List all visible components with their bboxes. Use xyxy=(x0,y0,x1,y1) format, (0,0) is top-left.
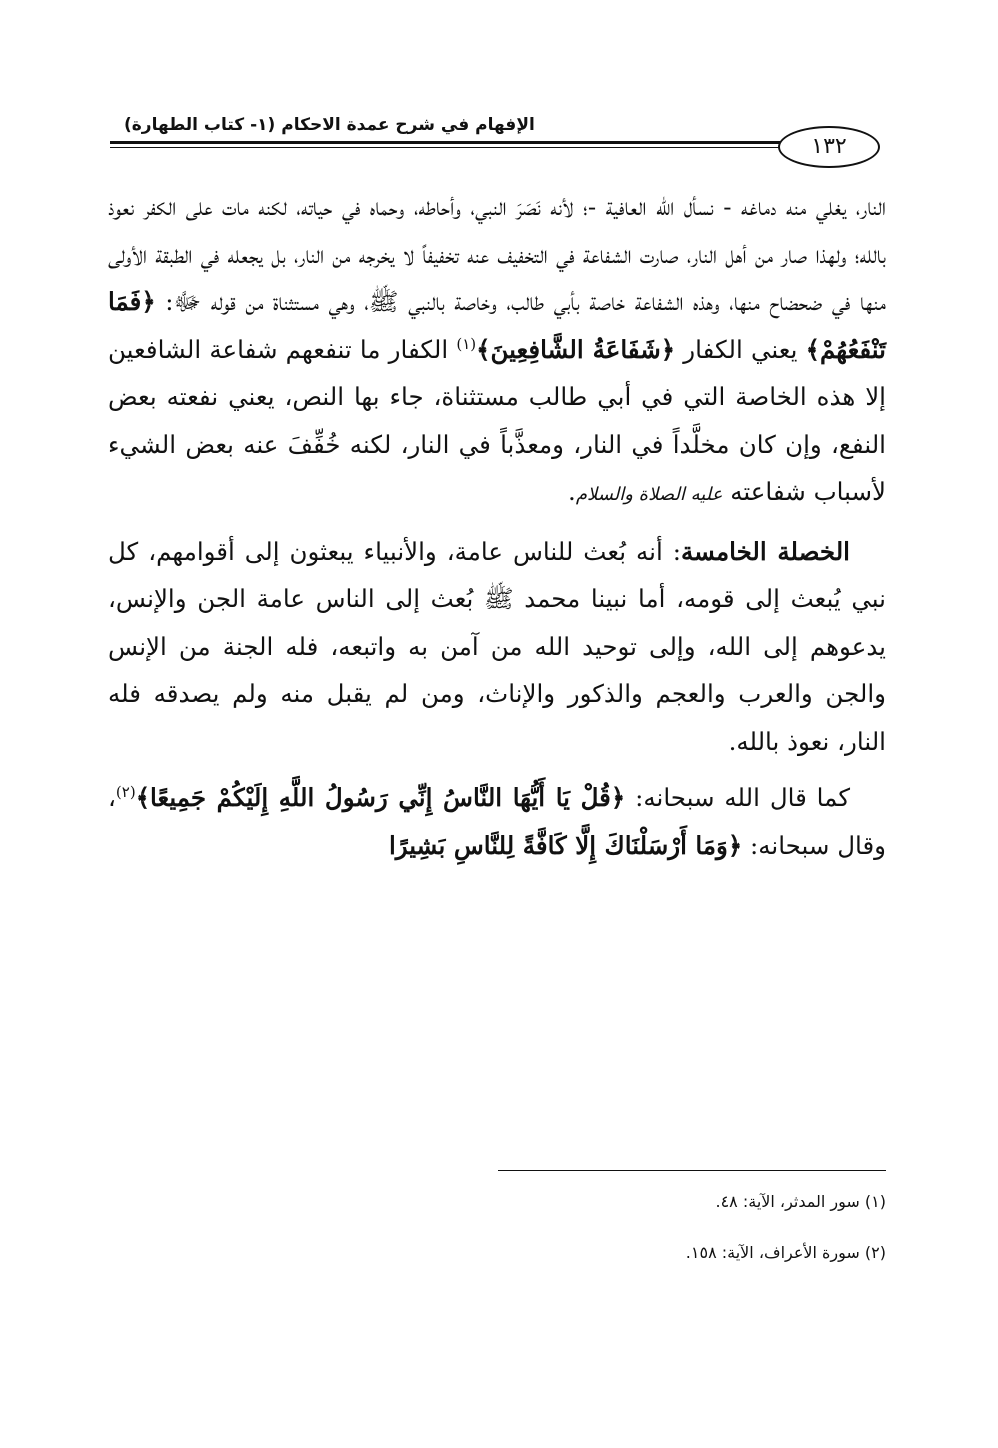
paragraph-3 xyxy=(108,774,886,869)
page-header xyxy=(110,112,885,172)
salutation: عليه الصلاة والسلام xyxy=(575,484,723,505)
quran-quote: ﴿وَمَا أَرْسَلْنَاكَ إِلَّا كَافَّةً لِلنَّاسِ بَشِيرًا xyxy=(388,830,743,860)
header-rule-thick xyxy=(110,141,782,144)
footnotes xyxy=(498,1188,886,1290)
paragraph-1 xyxy=(108,183,886,519)
paragraph-text: الكفار ما تنفعهم شفاعة الشافعين إلا هذه الخاصة التي في أبي طالب مستثناة، جاء بها النص، يعني نفعته بعض النفع، وإن كان مخلَّداً في النار، ومعذَّباً في النار، لكنه خُفِّفَ عنه بعض الشيء لأسباب شفاعته xyxy=(108,334,886,506)
quran-quote: ﴿قُلْ يَا أَيُّهَا النَّاسُ إِنِّي رَسُولُ اللَّهِ إِلَيْكُمْ جَمِيعًا﴾ xyxy=(135,783,626,812)
quran-quote: ﴿شَفَاعَةُ الشَّافِعِينَ﴾ xyxy=(476,334,676,364)
paragraph-text: ، وقال سبحانه: xyxy=(108,783,886,860)
footnote-ref-1: (١) xyxy=(456,334,477,353)
header-rule-thin xyxy=(110,147,782,148)
paragraph-text: النار، يغلي منه دماغه - نسأل الله العافية -؛ لأنه نَصَرَ النبي، وأحاطه، وحماه في حياته، لكنه مات على الكفر نعوذ بالله؛ ولهذا صار من أهل النار، صارت الشفاعة في التخفيف عنه تخفيفاً لا يخرجه من النار، بل يجعله في الطبقة الأولى منها في ضحضاح منها، وهذه الشفاعة خاصة بأبي طالب، وخاصة بالنبي ﷺ، وهي مستثناة من قوله ﷻ: xyxy=(108,192,886,316)
sentence-end: . xyxy=(568,477,576,506)
quran-quote: ﴿فَمَا تَنْفَعُهُمْ﴾ xyxy=(108,287,886,364)
paragraph-text: كما قال الله سبحانه: xyxy=(625,783,850,812)
paragraph-text: يعني الكفار xyxy=(675,334,806,364)
paragraph-2 xyxy=(108,528,886,766)
running-title: الإفهام في شرح عمدة الاحكام (١- كتاب الطهارة) xyxy=(124,115,535,135)
main-text xyxy=(108,183,886,869)
page-number: ١٣٢ xyxy=(778,126,880,168)
footnote-separator xyxy=(498,1170,886,1171)
footnote-1: (١) سور المدثر، الآية: ٤٨. xyxy=(715,1192,886,1211)
footnote-ref-2: (٢) xyxy=(115,782,136,801)
section-lead: الخصلة الخامسة xyxy=(681,536,850,566)
paragraph-text: : أنه بُعث للناس عامة، والأنبياء يبعثون إلى أقوامهم، كل نبي يُبعث إلى قومه، أما نبينا محمد ﷺ بُعث إلى الناس عامة الجن والإنس، يدعوهم إلى الله، وإلى توحيد الله من آمن به واتبعه، فله الجنة من الإنس والجن والعرب والعجم والذكور والإناث، ومن لم يقبل منه ولم يصدقه فله النار، نعوذ بالله. xyxy=(108,536,887,756)
footnote-2: (٢) سورة الأعراف، الآية: ١٥٨. xyxy=(685,1243,886,1262)
